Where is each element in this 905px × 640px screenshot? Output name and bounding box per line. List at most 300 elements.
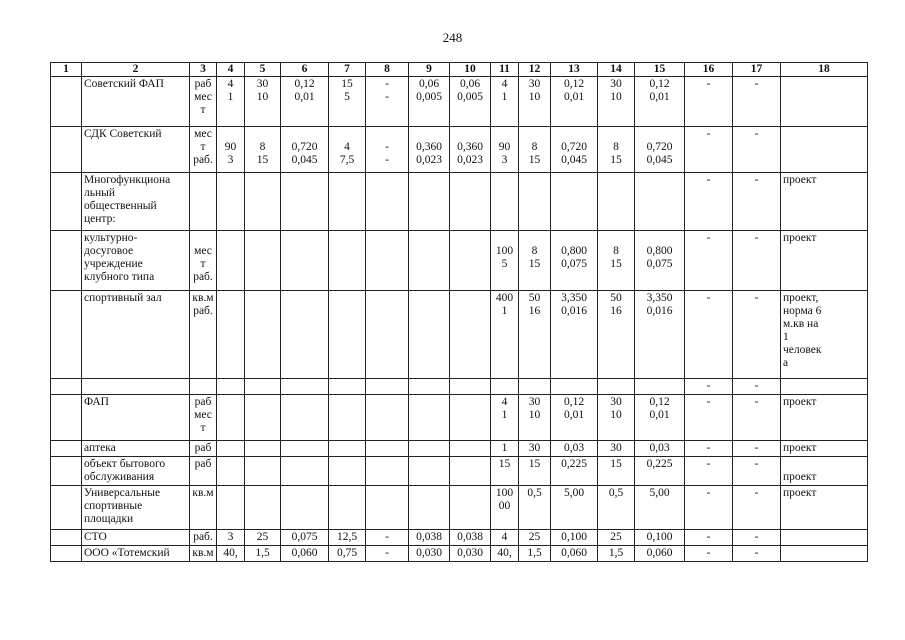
table-cell <box>329 291 366 379</box>
cell-text: 0,720 0,045 <box>561 141 587 166</box>
table-cell <box>82 441 190 457</box>
table-cell <box>329 486 366 530</box>
table-cell <box>190 231 217 291</box>
table-cell <box>281 127 329 173</box>
table-cell <box>491 379 519 395</box>
cell-text: Многофункциона льный общественный центр: <box>84 174 171 225</box>
table-cell <box>551 546 598 562</box>
cell-text: 0,060 <box>561 547 587 559</box>
cell-text: - <box>754 458 759 470</box>
cell-text: 1,5 <box>255 547 270 559</box>
table-cell <box>450 379 491 395</box>
column-header: 17 <box>733 63 781 77</box>
cell-text: 0,060 <box>291 547 318 559</box>
table-cell <box>366 231 409 291</box>
table-cell <box>685 231 733 291</box>
table-cell <box>685 291 733 379</box>
table-cell <box>329 379 366 395</box>
cell-text: - <box>754 442 759 454</box>
column-header: 9 <box>409 63 450 77</box>
table-cell <box>217 395 245 441</box>
table-cell <box>409 546 450 562</box>
table-cell <box>491 127 519 173</box>
table-cell <box>450 546 491 562</box>
cell-text: 0,720 0,045 <box>646 141 673 166</box>
cell-text: 3,350 0,016 <box>646 292 673 317</box>
table-cell <box>82 546 190 562</box>
table-cell <box>450 77 491 127</box>
table-cell <box>51 395 82 441</box>
table-cell <box>409 530 450 546</box>
table-cell <box>551 441 598 457</box>
table-cell <box>281 173 329 231</box>
table-cell <box>685 486 733 530</box>
table-cell <box>366 173 409 231</box>
table-cell <box>51 291 82 379</box>
cell-text: аптека <box>84 442 116 454</box>
table-cell <box>519 457 551 486</box>
table-cell <box>733 173 781 231</box>
table-row <box>51 395 868 441</box>
table-cell <box>245 291 281 379</box>
table-cell <box>733 530 781 546</box>
cell-text: 3,350 0,016 <box>561 292 587 317</box>
cell-text: 8 15 <box>610 141 622 166</box>
table-cell <box>685 379 733 395</box>
table-cell <box>245 457 281 486</box>
cell-text: 8 15 <box>610 245 622 270</box>
table-cell <box>733 486 781 530</box>
column-header: 11 <box>491 63 519 77</box>
table-cell <box>598 77 635 127</box>
table-cell <box>598 530 635 546</box>
cell-text: кв.м раб. <box>192 292 214 317</box>
table-cell <box>82 530 190 546</box>
table-cell <box>450 486 491 530</box>
cell-text: 0,075 <box>291 531 318 543</box>
table-row <box>51 127 868 173</box>
cell-text: проект <box>783 232 817 244</box>
cell-text: проект <box>783 396 817 408</box>
cell-text: - <box>706 547 711 559</box>
table-cell <box>329 127 366 173</box>
table-cell <box>409 291 450 379</box>
table-cell <box>409 457 450 486</box>
column-header: 2 <box>82 63 190 77</box>
cell-text: - <box>754 174 759 186</box>
table-cell <box>329 395 366 441</box>
cell-text: 50 16 <box>610 292 622 317</box>
table-cell <box>491 231 519 291</box>
table-cell <box>635 291 685 379</box>
cell-text: - <box>385 547 389 559</box>
cell-text: - <box>385 531 389 543</box>
table-cell <box>190 379 217 395</box>
table-cell <box>781 395 868 441</box>
cell-text: 12,5 <box>336 531 358 543</box>
table-cell <box>281 379 329 395</box>
cell-text: 0,100 <box>561 531 587 543</box>
table-cell <box>635 441 685 457</box>
cell-text: 0,12 0,01 <box>563 396 585 421</box>
table-cell <box>685 173 733 231</box>
data-table <box>50 62 868 562</box>
table-cell <box>329 441 366 457</box>
table-cell <box>781 173 868 231</box>
table-cell <box>281 395 329 441</box>
cell-text: 15 <box>498 458 511 470</box>
table-cell <box>82 486 190 530</box>
table-cell <box>281 530 329 546</box>
table-row <box>51 231 868 291</box>
table-cell <box>551 127 598 173</box>
table-cell <box>450 231 491 291</box>
table-cell <box>551 379 598 395</box>
table-cell <box>82 231 190 291</box>
cell-text: раб. <box>193 531 213 543</box>
table-cell <box>450 457 491 486</box>
table-row <box>51 379 868 395</box>
table-cell <box>598 486 635 530</box>
column-header: 16 <box>685 63 733 77</box>
table-cell <box>409 173 450 231</box>
cell-text: 4 <box>501 531 508 543</box>
table-row <box>51 173 868 231</box>
table-cell <box>519 486 551 530</box>
cell-text: 0,360 0,023 <box>416 141 442 166</box>
table-row <box>51 441 868 457</box>
cell-text: 0,030 <box>457 547 483 559</box>
table-cell <box>82 77 190 127</box>
table-cell <box>245 441 281 457</box>
table-cell <box>781 546 868 562</box>
cell-text: 4 7,5 <box>339 141 355 166</box>
table-cell <box>409 231 450 291</box>
table-cell <box>635 231 685 291</box>
table-cell <box>781 486 868 530</box>
table-cell <box>329 457 366 486</box>
table-cell <box>781 231 868 291</box>
column-header: 6 <box>281 63 329 77</box>
table-cell <box>781 291 868 379</box>
table-cell <box>733 441 781 457</box>
cell-text: 5,00 <box>649 487 670 499</box>
cell-text: - <box>754 128 759 140</box>
table-cell <box>450 441 491 457</box>
cell-text: 5,00 <box>563 487 585 499</box>
table-cell <box>491 486 519 530</box>
cell-text: 100 5 <box>495 245 514 270</box>
cell-text: 0,100 <box>646 531 673 543</box>
table-cell <box>598 173 635 231</box>
table-cell <box>409 441 450 457</box>
cell-text: 0,75 <box>336 547 358 559</box>
cell-text: 1,5 <box>608 547 624 559</box>
table-cell <box>366 530 409 546</box>
cell-text: 400 1 <box>495 292 514 317</box>
cell-text: 90 3 <box>498 141 511 166</box>
table-cell <box>733 379 781 395</box>
cell-text: спортивный зал <box>84 292 162 304</box>
table-cell <box>281 457 329 486</box>
table-cell <box>551 173 598 231</box>
cell-text: - <box>706 442 711 454</box>
column-header: 7 <box>329 63 366 77</box>
cell-text: 8 15 <box>528 245 541 270</box>
cell-text: - <box>754 396 759 408</box>
table-cell <box>51 77 82 127</box>
column-header: 3 <box>190 63 217 77</box>
table-cell <box>685 395 733 441</box>
cell-text: - <box>754 380 759 392</box>
cell-text: - <box>706 128 711 140</box>
table-cell <box>217 291 245 379</box>
table-cell <box>491 441 519 457</box>
table-cell <box>733 457 781 486</box>
cell-text: 0,720 0,045 <box>291 141 318 166</box>
column-header: 13 <box>551 63 598 77</box>
cell-text: 0,800 0,075 <box>561 245 587 270</box>
table-cell <box>409 127 450 173</box>
cell-text: - <box>706 531 711 543</box>
table-cell <box>733 77 781 127</box>
table-body <box>51 63 868 562</box>
table-cell <box>51 173 82 231</box>
cell-text: 0,038 <box>457 531 483 543</box>
table-cell <box>190 173 217 231</box>
table-cell <box>685 546 733 562</box>
table-cell <box>781 379 868 395</box>
cell-text: - <box>706 78 711 90</box>
table-cell <box>82 127 190 173</box>
cell-text: 3 <box>227 531 234 543</box>
table-cell <box>685 127 733 173</box>
table-cell <box>598 395 635 441</box>
cell-text: 40, <box>223 547 238 559</box>
cell-text: 8 15 <box>528 141 541 166</box>
table-cell <box>685 441 733 457</box>
table-cell <box>366 127 409 173</box>
table-cell <box>781 441 868 457</box>
table-cell <box>366 441 409 457</box>
cell-text: - <box>754 232 759 244</box>
cell-text: 30 10 <box>256 78 269 103</box>
table-cell <box>217 486 245 530</box>
table-cell <box>245 127 281 173</box>
cell-text: кв.м <box>192 547 214 559</box>
table-cell <box>190 441 217 457</box>
table-cell <box>450 530 491 546</box>
table-cell <box>733 231 781 291</box>
table-cell <box>190 486 217 530</box>
table-cell <box>519 173 551 231</box>
cell-text: раб <box>194 458 212 470</box>
column-header: 1 <box>51 63 82 77</box>
table-cell <box>551 457 598 486</box>
table-cell <box>635 546 685 562</box>
table-cell <box>217 379 245 395</box>
table-cell <box>409 379 450 395</box>
table-cell <box>598 127 635 173</box>
table-cell <box>519 291 551 379</box>
cell-text: 0,03 <box>649 442 670 454</box>
table-cell <box>281 231 329 291</box>
cell-text: 30 10 <box>528 78 541 103</box>
cell-text: объект бытового обслуживания <box>84 458 166 483</box>
cell-text: - - <box>385 78 389 103</box>
table-cell <box>245 546 281 562</box>
table-cell <box>190 530 217 546</box>
table-cell <box>245 530 281 546</box>
table-cell <box>281 441 329 457</box>
table-cell <box>82 173 190 231</box>
table-cell <box>217 441 245 457</box>
cell-text: 15 <box>528 458 541 470</box>
cell-text: проект <box>783 471 817 483</box>
cell-text: - - <box>385 141 389 166</box>
table-cell <box>329 530 366 546</box>
table-cell <box>781 77 868 127</box>
table-cell <box>217 457 245 486</box>
table-cell <box>450 291 491 379</box>
table-cell <box>82 291 190 379</box>
cell-text: 0,12 0,01 <box>649 396 670 421</box>
table-cell <box>51 530 82 546</box>
cell-text: ООО «Тотемский <box>84 547 170 559</box>
table-row <box>51 530 868 546</box>
table-cell <box>685 77 733 127</box>
cell-text: - <box>754 547 759 559</box>
table-row <box>51 486 868 530</box>
cell-text: 30 10 <box>528 396 541 421</box>
table-cell <box>519 231 551 291</box>
table-cell <box>491 457 519 486</box>
table-cell <box>733 395 781 441</box>
table-cell <box>635 77 685 127</box>
table-cell <box>519 395 551 441</box>
table-row <box>51 457 868 486</box>
table-cell <box>409 77 450 127</box>
cell-text: кв.м <box>192 487 214 499</box>
cell-text: 30 10 <box>610 78 622 103</box>
table-cell <box>491 546 519 562</box>
table-cell <box>598 379 635 395</box>
table-cell <box>329 546 366 562</box>
table-row <box>51 546 868 562</box>
cell-text: проект <box>783 442 817 454</box>
table-cell <box>635 379 685 395</box>
cell-text: раб <box>194 442 212 454</box>
table-cell <box>635 173 685 231</box>
table-cell <box>329 173 366 231</box>
cell-text: 0,060 <box>646 547 673 559</box>
table-cell <box>366 291 409 379</box>
cell-text: 30 <box>528 442 541 454</box>
cell-text: - <box>754 292 759 304</box>
table-cell <box>217 546 245 562</box>
cell-text: 0,03 <box>563 442 585 454</box>
cell-text: 25 <box>256 531 269 543</box>
cell-text: 0,225 <box>646 458 673 470</box>
cell-text: раб мес т <box>194 78 212 116</box>
table-cell <box>245 379 281 395</box>
table-cell <box>598 457 635 486</box>
column-header: 5 <box>245 63 281 77</box>
cell-text: 0,030 <box>416 547 442 559</box>
column-header: 10 <box>450 63 491 77</box>
cell-text: СТО <box>84 531 107 543</box>
table-cell <box>635 457 685 486</box>
table-cell <box>551 486 598 530</box>
table-cell <box>685 530 733 546</box>
table-cell <box>450 395 491 441</box>
table-cell <box>598 546 635 562</box>
table-cell <box>519 77 551 127</box>
cell-text: 25 <box>528 531 541 543</box>
table-cell <box>551 231 598 291</box>
table-cell <box>281 546 329 562</box>
table-cell <box>329 231 366 291</box>
cell-text: 25 <box>610 531 622 543</box>
table-cell <box>781 530 868 546</box>
cell-text: - <box>706 487 711 499</box>
table-cell <box>366 77 409 127</box>
cell-text: 0,12 0,01 <box>294 78 315 103</box>
table-cell <box>190 77 217 127</box>
cell-text: 0,360 0,023 <box>457 141 483 166</box>
cell-text: 40, <box>497 547 512 559</box>
cell-text: 0,038 <box>416 531 442 543</box>
table-cell <box>366 395 409 441</box>
table-cell <box>450 127 491 173</box>
cell-text: 1 <box>501 442 508 454</box>
table-cell <box>51 457 82 486</box>
column-header: 12 <box>519 63 551 77</box>
table-cell <box>598 441 635 457</box>
table-cell <box>519 530 551 546</box>
table-cell <box>190 127 217 173</box>
table-cell <box>635 486 685 530</box>
cell-text: 90 3 <box>224 141 237 166</box>
table-cell <box>82 457 190 486</box>
table-cell <box>551 77 598 127</box>
cell-text: - <box>706 396 711 408</box>
cell-text: - <box>706 174 711 186</box>
cell-text: культурно- досуговое учреждение клубного типа <box>84 232 155 283</box>
cell-text: проект, норма 6 м.кв на 1 человек а <box>783 292 822 369</box>
cell-text: 0,5 <box>527 487 542 499</box>
table-cell <box>551 395 598 441</box>
cell-text: 4 1 <box>227 78 234 103</box>
cell-text: 0,06 0,005 <box>457 78 483 103</box>
cell-text: - <box>754 78 759 90</box>
table-cell <box>190 546 217 562</box>
table-cell <box>217 530 245 546</box>
table-cell <box>491 530 519 546</box>
table-cell <box>551 530 598 546</box>
table-cell <box>781 127 868 173</box>
table-cell <box>51 127 82 173</box>
table-cell <box>491 291 519 379</box>
cell-text: 4 1 <box>501 396 508 421</box>
table-cell <box>598 291 635 379</box>
cell-text: проект <box>783 487 817 499</box>
cell-text: мес т раб. <box>193 128 213 166</box>
table-cell <box>635 530 685 546</box>
column-header: 14 <box>598 63 635 77</box>
column-header: 15 <box>635 63 685 77</box>
table-cell <box>491 173 519 231</box>
